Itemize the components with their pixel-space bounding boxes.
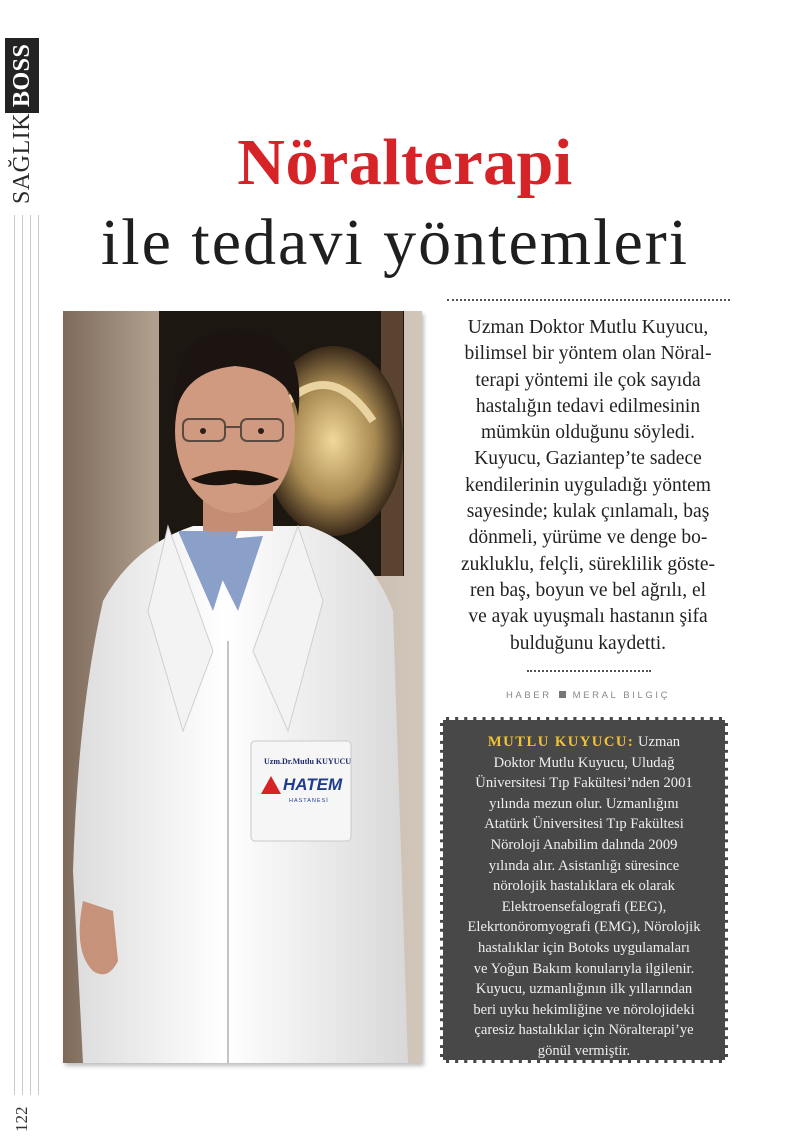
bio-line: Atatürk Üniversitesi Tıp Fakültesi: [484, 816, 684, 833]
article-title-line1: Nöralterapi: [237, 126, 573, 199]
bio-line: Uzman: [634, 734, 681, 750]
margin-rule-2: [22, 215, 23, 1095]
doctor-portrait-photo: [63, 311, 422, 1063]
margin-rule-4: [38, 215, 39, 1095]
intro-line: bilimsel bir yöntem olan Nöral-: [464, 343, 712, 365]
margin-rule-1: [14, 215, 15, 1095]
bio-line: beri uyku hekimliğine ve nörolojideki: [473, 1001, 695, 1018]
intro-line: bulduğunu kaydetti.: [510, 632, 666, 654]
byline-label: HABER: [505, 690, 552, 701]
dotted-divider-top: [447, 299, 730, 301]
bio-line: yılında alır. Asistanlığı süresince: [488, 857, 680, 874]
intro-line: kendilerinin uyguladığı yöntem: [465, 474, 711, 496]
coat-name-tag: Uzm.Dr.Mutlu KUYUCU: [264, 757, 352, 766]
intro-line: Uzman Doktor Mutlu Kuyucu,: [467, 317, 709, 338]
bio-line: nörolojik hastalıklara ek olarak: [493, 878, 675, 895]
square-bullet-icon: [559, 691, 566, 698]
intro-line: terapi yöntemi ile çok sayıda: [475, 369, 701, 391]
margin-rule-3: [30, 215, 31, 1095]
hospital-logo-text: HATEM: [283, 775, 343, 794]
intro-line: hastalığın tedavi edilmesinin: [475, 395, 701, 417]
page-number: [8, 1096, 48, 1136]
byline: [440, 690, 736, 701]
intro-line: Kuyucu, Gaziantep’te sadece: [474, 448, 702, 470]
dotted-divider-bottom: [527, 670, 651, 672]
brand-badge: BOSS: [5, 38, 39, 113]
intro-line: ren baş, boyun ve bel ağrılı, el: [469, 579, 707, 601]
bio-line: Doktor Mutlu Kuyucu, Uludağ: [493, 754, 675, 771]
bio-line: çaresiz hastalıklar için Nöralterapi’ye: [474, 1022, 694, 1039]
section-category: SAĞLIK: [8, 113, 35, 204]
portrait-illustration: [63, 311, 422, 1063]
intro-line: zukluklu, felçli, süreklilik göste-: [461, 553, 715, 575]
intro-line: ve ayak uyuşmalı hastanın şifa: [468, 606, 708, 628]
bio-line: ve Yoğun Bakım konularıyla ilgilenir.: [473, 960, 695, 977]
byline-author: MERAL BILGIÇ: [572, 690, 671, 701]
bio-line: hastalıklar için Botoks uygulamaları: [478, 939, 690, 956]
bio-line: yılında mezun olur. Uzmanlığını: [489, 795, 679, 812]
bio-line: Kuyucu, uzmanlığının ilk yıllarından: [475, 981, 693, 998]
bio-line: Nöroloji Anabilim dalında 2009: [490, 836, 678, 853]
intro-line: dönmeli, yürüme ve denge bo-: [468, 527, 708, 549]
page-number-text: 122: [12, 1106, 31, 1132]
bio-line: Elekrtonöromyografi (EMG), Nörolojik: [467, 919, 701, 936]
bio-line: Elektroensefalografi (EEG),: [501, 898, 667, 915]
logo-triangle-icon: [261, 776, 281, 794]
article-title-line2: ile tedavi yöntemleri: [100, 206, 690, 279]
author-bio-text: [452, 732, 716, 1062]
hospital-logo-subtext: HASTANESİ: [289, 798, 329, 804]
hospital-logo: [261, 775, 342, 795]
bio-line: Üniversitesi Tıp Fakültesi’nden 2001: [475, 775, 693, 792]
intro-line: sayesinde; kulak çınlamalı, baş: [466, 501, 710, 523]
intro-line: mümkün olduğunu söyledi.: [481, 422, 695, 444]
bio-line: gönül vermiştir.: [537, 1042, 631, 1059]
bio-name: MUTLU KUYUCU:: [487, 734, 635, 750]
article-intro: [440, 315, 736, 657]
